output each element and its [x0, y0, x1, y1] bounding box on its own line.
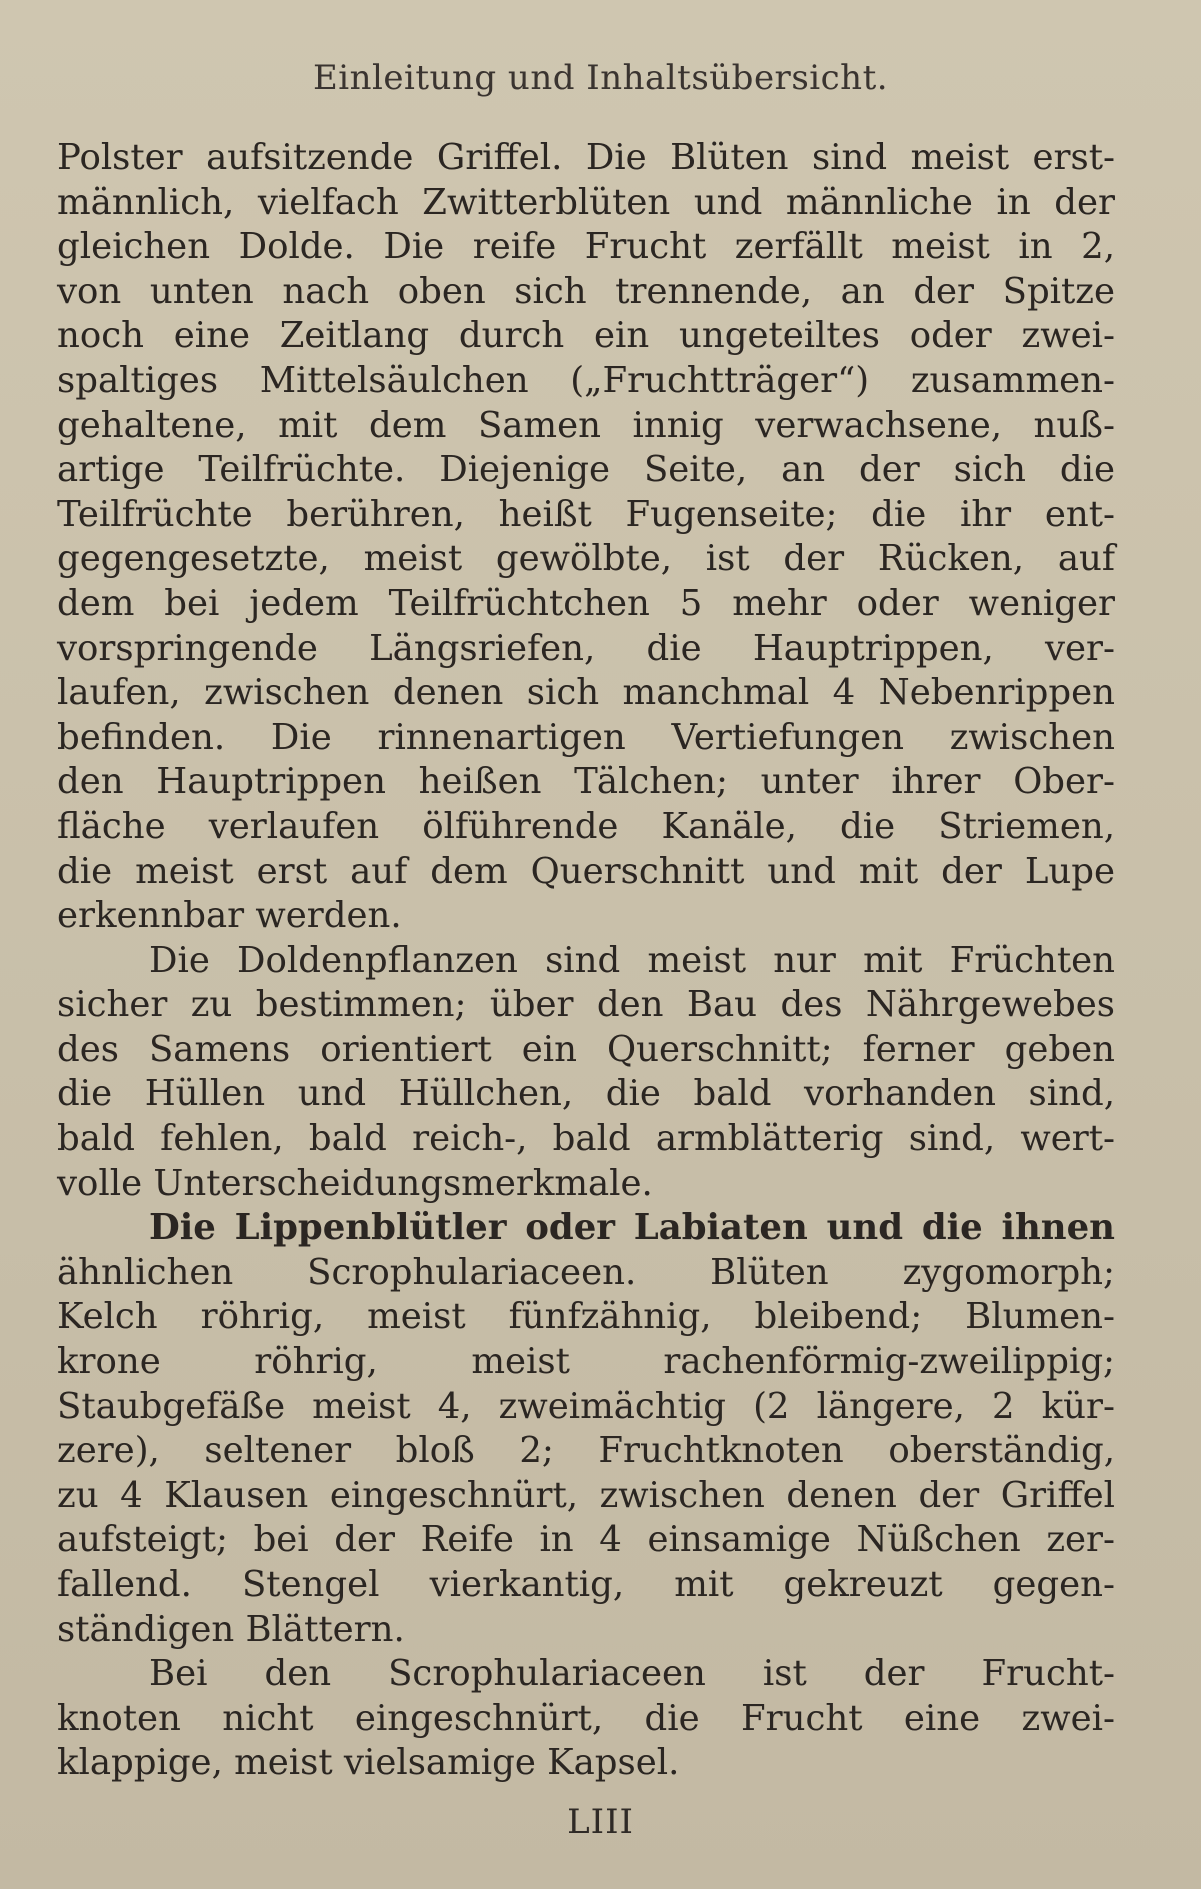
text-line: volle Unterscheidungsmerkmale. [57, 1162, 653, 1204]
text-line: artige Teilfrüchte. Diejenige Seite, an der sich die [57, 449, 1115, 491]
text-line: fläche verlaufen ölführende Kanäle, die Striemen, [57, 805, 1115, 847]
text-line: gegengesetzte, meist gewölbte, ist der Rücken, auf [57, 538, 1115, 580]
text-line: laufen, zwischen denen sich manchmal 4 Nebenrippen [57, 672, 1115, 714]
text-line: bald fehlen, bald reich-, bald armblätterig sind, wert- [57, 1118, 1115, 1160]
text-line: Teilfrüchte berühren, heißt Fugenseite; die ihr ent- [57, 493, 1115, 535]
text-line: zu 4 Klausen eingeschnürt, zwischen denen der Griffel [57, 1474, 1115, 1516]
text-line: klappige, meist vielsamige Kapsel. [57, 1742, 680, 1784]
body-text [57, 136, 1115, 1786]
text-line: ähnlichen Scrophulariaceen. Blüten zygomorph; [57, 1251, 1115, 1293]
text-line: Polster aufsitzende Griffel. Die Blüten sind meist erst- [57, 137, 1115, 178]
text-line: vorspringende Längsriefen, die Hauptrippen, ver- [57, 627, 1115, 669]
text-line: ständigen Blättern. [57, 1608, 405, 1650]
running-head: Einleitung und Inhaltsübersicht. [312, 58, 889, 98]
text-line: Die Doldenpflanzen sind meist nur mit Früchten [149, 939, 1115, 981]
text-line: spaltiges Mittelsäulchen („Fruchtträger“) zusammen- [57, 359, 1115, 401]
text-line: des Samens orientiert ein Querschnitt; ferner geben [57, 1028, 1115, 1070]
text-line: fallend. Stengel vierkantig, mit gekreuzt gegen- [57, 1564, 1115, 1605]
text-line: aufsteigt; bei der Reife in 4 einsamige Nüßchen zer- [57, 1519, 1115, 1561]
section-heading-line: Die Lippenblütler oder Labiaten und die ihnen [149, 1207, 1115, 1249]
text-line: von unten nach oben sich trennende, an der Spitze [57, 270, 1115, 312]
text-line: befinden. Die rinnenartigen Vertiefungen zwischen [57, 716, 1115, 758]
text-line: dem bei jedem Teilfrüchtchen 5 mehr oder weniger [57, 582, 1115, 624]
text-line: gehaltene, mit dem Samen innig verwachsene, nuß- [57, 404, 1115, 446]
page-number: LIII [567, 1802, 634, 1842]
text-line: zere), seltener bloß 2; Fruchtknoten oberständig, [57, 1430, 1115, 1472]
text-line: Bei den Scrophulariaceen ist der Frucht- [149, 1653, 1115, 1695]
text-line: erkennbar werden. [57, 895, 402, 937]
text-line: Staubgefäße meist 4, zweimächtig (2 längere, 2 kür- [57, 1385, 1115, 1427]
text-line: die Hüllen und Hüllchen, die bald vorhanden sind, [57, 1073, 1115, 1115]
text-line: den Hauptrippen heißen Tälchen; unter ihrer Ober- [57, 761, 1115, 803]
text-line: Kelch röhrig, meist fünfzähnig, bleibend; Blumen- [57, 1296, 1115, 1338]
text-line: noch eine Zeitlang durch ein ungeteiltes oder zwei- [57, 315, 1115, 357]
text-line: krone röhrig, meist rachenförmig-zweilippig; [57, 1341, 1115, 1383]
text-line: die meist erst auf dem Querschnitt und mit der Lupe [57, 850, 1115, 892]
text-line: männlich, vielfach Zwitterblüten und männliche in der [57, 181, 1115, 223]
text-line: gleichen Dolde. Die reife Frucht zerfällt meist in 2, [57, 226, 1115, 268]
text-line: sicher zu bestimmen; über den Bau des Nährgewebes [57, 984, 1115, 1026]
text-line: knoten nicht eingeschnürt, die Frucht eine zwei- [57, 1697, 1115, 1739]
